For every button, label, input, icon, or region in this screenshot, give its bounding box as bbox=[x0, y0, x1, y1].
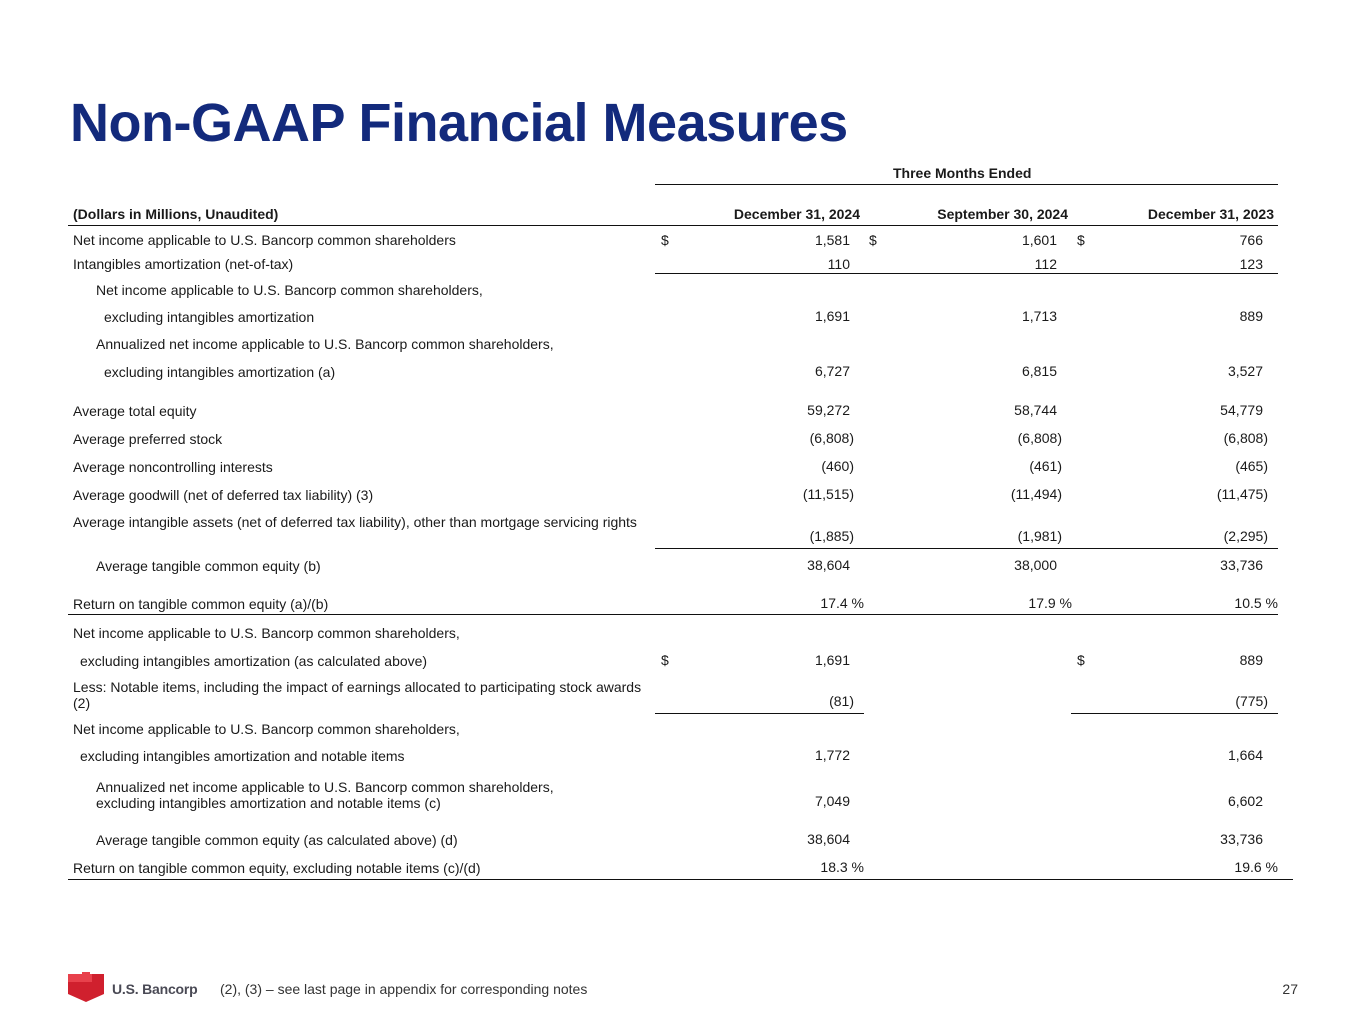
table-cell: (11,515) bbox=[802, 486, 854, 502]
table-cell: 110 bbox=[827, 256, 850, 272]
row-label: excluding intangibles amortization (as calculated above) bbox=[80, 653, 428, 669]
subtotal-rule bbox=[1071, 713, 1278, 714]
row-label: Net income applicable to U.S. Bancorp common shareholders bbox=[73, 232, 456, 248]
table-cell: 123 bbox=[1239, 256, 1263, 272]
row-label: Annualized net income applicable to U.S. Bancorp common shareholders, bbox=[96, 336, 554, 352]
table-cell: 54,779 bbox=[1220, 402, 1263, 418]
table-cell: (81) bbox=[829, 693, 854, 709]
subtotal-rule bbox=[655, 273, 1278, 274]
table-cell: 1,691 bbox=[814, 308, 850, 324]
dollar-sign: $ bbox=[869, 232, 877, 248]
table-cell: 6,602 bbox=[1227, 793, 1263, 809]
row-label: excluding intangibles amortization bbox=[104, 309, 315, 325]
section-rule bbox=[68, 614, 1278, 615]
page-number: 27 bbox=[1282, 981, 1298, 997]
column-header: December 31, 2024 bbox=[733, 206, 860, 222]
table-cell: 766 bbox=[1239, 232, 1263, 248]
row-label: Average preferred stock bbox=[73, 431, 223, 447]
table-cell: 18.3 % bbox=[820, 859, 864, 875]
table-cell: 889 bbox=[1239, 652, 1263, 668]
row-label: Return on tangible common equity (a)/(b) bbox=[73, 596, 329, 612]
table-cell: (11,475) bbox=[1216, 486, 1268, 502]
table-cell: 33,736 bbox=[1220, 557, 1263, 573]
row-label: Average noncontrolling interests bbox=[73, 459, 273, 475]
table-cell: (2,295) bbox=[1223, 528, 1268, 544]
row-label: excluding intangibles amortization (a) bbox=[104, 364, 336, 380]
row-label: Annualized net income applicable to U.S. Bancorp common shareholders, excluding intangibles amortization and notable items (c) bbox=[96, 779, 554, 811]
table-cell: 33,736 bbox=[1220, 831, 1263, 847]
row-label: Net income applicable to U.S. Bancorp common shareholders, bbox=[73, 721, 460, 737]
table-cell: 38,604 bbox=[807, 557, 850, 573]
row-label: Less: Notable items, including the impact of earnings allocated to participating stock awards (2) bbox=[73, 679, 642, 711]
table-cell: 3,527 bbox=[1227, 363, 1263, 379]
table-cell: 38,604 bbox=[807, 831, 850, 847]
table-cell: 1,691 bbox=[814, 652, 850, 668]
table-bottom-rule bbox=[68, 879, 1293, 880]
column-header: September 30, 2024 bbox=[937, 206, 1068, 222]
row-label: Net income applicable to U.S. Bancorp common shareholders, bbox=[96, 282, 483, 298]
subtotal-rule bbox=[655, 548, 1278, 549]
row-label: Intangibles amortization (net-of-tax) bbox=[73, 256, 294, 272]
row-label: Average total equity bbox=[73, 403, 197, 419]
table-cell: 1,664 bbox=[1227, 747, 1263, 763]
row-label: Average tangible common equity (b) bbox=[96, 558, 321, 574]
table-cell: (6,808) bbox=[1017, 430, 1062, 446]
table-cell: (11,494) bbox=[1010, 486, 1062, 502]
table-cell: (465) bbox=[1235, 458, 1268, 474]
dollar-sign: $ bbox=[1077, 232, 1085, 248]
table-cell: 6,815 bbox=[1021, 363, 1057, 379]
table-rule bbox=[68, 225, 1278, 226]
table-cell: 1,601 bbox=[1021, 232, 1057, 248]
table-cell: 10.5 % bbox=[1234, 595, 1278, 611]
row-label: Net income applicable to U.S. Bancorp common shareholders, bbox=[73, 625, 460, 641]
row-label: Average goodwill (net of deferred tax liability) (3) bbox=[73, 487, 374, 503]
dollar-sign: $ bbox=[661, 652, 669, 668]
table-cell: 59,272 bbox=[807, 402, 850, 418]
row-label: excluding intangibles amortization and notable items bbox=[80, 748, 405, 764]
dollar-sign: $ bbox=[661, 232, 669, 248]
column-header: December 31, 2023 bbox=[1147, 206, 1274, 222]
table-cell: (460) bbox=[821, 458, 854, 474]
table-cell: 19.6 % bbox=[1234, 859, 1278, 875]
period-header: Three Months Ended bbox=[893, 165, 1032, 181]
row-label: Average intangible assets (net of deferred tax liability), other than mortgage servicing rights bbox=[73, 514, 637, 530]
table-cell: 38,000 bbox=[1014, 557, 1057, 573]
dollar-sign: $ bbox=[1077, 652, 1085, 668]
table-cell: (1,981) bbox=[1017, 528, 1062, 544]
table-cell: 1,581 bbox=[814, 232, 850, 248]
table-cell: 6,727 bbox=[814, 363, 850, 379]
table-cell: (1,885) bbox=[809, 528, 854, 544]
units-header: (Dollars in Millions, Unaudited) bbox=[73, 206, 279, 222]
table-cell: 1,713 bbox=[1021, 308, 1057, 324]
subtotal-rule bbox=[655, 713, 864, 714]
table-cell: (6,808) bbox=[1223, 430, 1268, 446]
page-title: Non-GAAP Financial Measures bbox=[70, 93, 848, 153]
table-cell: 112 bbox=[1034, 256, 1057, 272]
table-cell: (775) bbox=[1235, 693, 1268, 709]
us-bancorp-shield-logo-icon bbox=[68, 972, 104, 1002]
brand-name: U.S. Bancorp bbox=[112, 981, 198, 997]
table-cell: 7,049 bbox=[814, 793, 850, 809]
table-cell: 17.9 % bbox=[1028, 595, 1072, 611]
table-cell: 58,744 bbox=[1014, 402, 1057, 418]
table-cell: (461) bbox=[1029, 458, 1062, 474]
table-cell: 889 bbox=[1239, 308, 1263, 324]
table-cell: 1,772 bbox=[814, 747, 850, 763]
table-cell: (6,808) bbox=[809, 430, 854, 446]
row-label: Return on tangible common equity, excluding notable items (c)/(d) bbox=[73, 860, 481, 876]
footnote: (2), (3) – see last page in appendix for corresponding notes bbox=[220, 981, 588, 997]
header-rule bbox=[655, 184, 1278, 185]
row-label: Average tangible common equity (as calculated above) (d) bbox=[96, 832, 458, 848]
table-cell: 17.4 % bbox=[820, 595, 864, 611]
